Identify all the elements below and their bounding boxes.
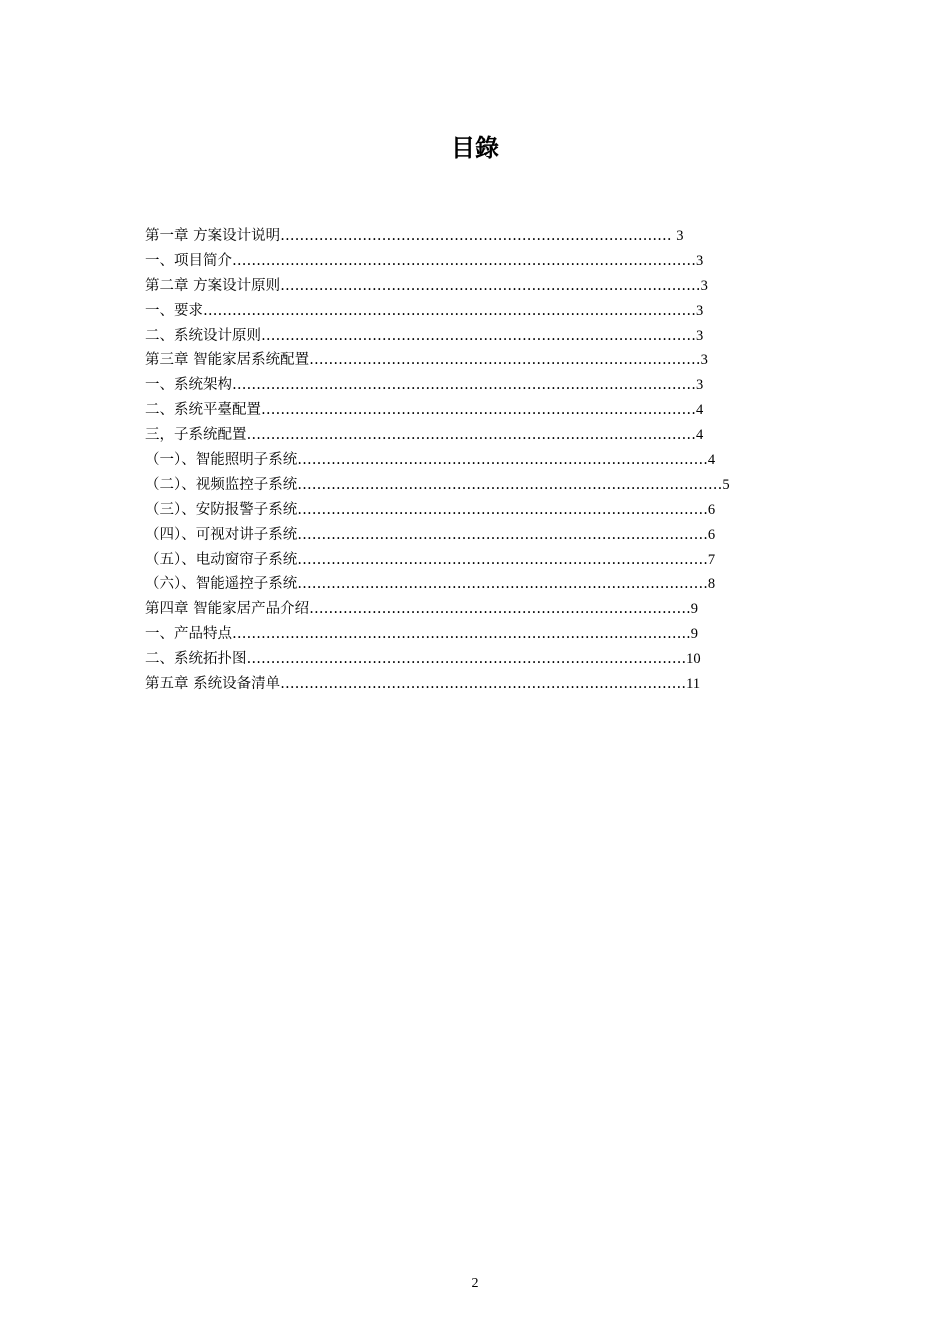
toc-entry-page: 8	[707, 576, 716, 593]
table-of-contents	[145, 224, 785, 697]
toc-entry-title: 第二章 方案设计原则	[145, 277, 281, 294]
toc-entry[interactable]	[145, 523, 785, 548]
toc-entry[interactable]	[145, 324, 785, 349]
toc-entry-title: 第五章 系统设备清单	[145, 676, 281, 693]
toc-entry[interactable]	[145, 299, 785, 324]
toc-entry-title: 第三章 智能家居系统配置	[145, 352, 310, 369]
toc-entry-page: 9	[690, 626, 698, 643]
toc-entry-page: 10	[686, 651, 701, 668]
toc-entry-leader: …………………………………………………………………………	[280, 676, 687, 693]
toc-entry-title: 一、要求	[145, 302, 203, 319]
toc-entry-page: 3	[676, 228, 684, 244]
toc-entry-title: 三，子系统配置	[145, 427, 247, 444]
toc-entry-page: 3	[696, 377, 704, 394]
toc-entry-page: 3	[700, 352, 708, 369]
toc-entry-leader: ………………………………………………………………………….	[297, 501, 708, 518]
toc-entry[interactable]	[145, 622, 785, 647]
toc-entry[interactable]	[145, 647, 785, 672]
toc-entry-title: 二、系统平臺配置	[145, 402, 261, 419]
toc-entry[interactable]	[145, 373, 785, 398]
toc-entry-title: 二、系统拓扑图	[145, 651, 247, 668]
toc-entry-page: 9	[690, 601, 698, 618]
toc-entry-title: 一、系统架构	[145, 377, 232, 394]
toc-entry-leader: ………………………………………………………………………….	[297, 576, 708, 593]
toc-entry-title: 二、系统设计原则	[145, 327, 261, 344]
toc-entry[interactable]	[145, 548, 785, 573]
toc-entry-page: 6	[707, 526, 716, 543]
toc-entry-leader: …………………………………………………………………………………………	[203, 302, 696, 319]
toc-entry[interactable]	[145, 498, 785, 523]
toc-entry-title: （二）、视频监控子系统	[145, 476, 298, 493]
toc-entry-leader: ……………………………………………………………………………….	[246, 651, 687, 668]
toc-entry-title: （五）、电动窗帘子系统	[145, 551, 298, 568]
toc-entry[interactable]	[145, 672, 785, 697]
toc-entry[interactable]	[145, 423, 785, 448]
toc-entry-title: （六）、智能遥控子系统	[145, 576, 298, 593]
toc-entry-title: 一、项目简介	[145, 252, 232, 269]
toc-entry-leader: ………………………………………………………………………….	[297, 452, 708, 469]
toc-entry-page: 7	[707, 551, 716, 568]
toc-entry-title: （三）、安防报警子系统	[145, 501, 298, 518]
toc-entry-title: 第四章 智能家居产品介绍	[145, 601, 310, 618]
toc-entry-page: 4	[696, 402, 704, 419]
toc-entry-title: （四）、可视对讲子系统	[145, 526, 298, 543]
toc-entry-leader: …………………………………………………………………….	[309, 601, 691, 618]
toc-entry-leader: ……………………………………………………………………………………	[232, 252, 696, 269]
toc-entry-page: 3	[696, 252, 704, 269]
toc-entry-title: （一）、智能照明子系统	[145, 452, 298, 469]
toc-entry[interactable]	[145, 398, 785, 423]
toc-entry-leader: …………………………………………………………………………………	[246, 427, 696, 444]
toc-entry[interactable]	[145, 597, 785, 622]
toc-entry-leader: ………………………………………………………………………	[280, 228, 677, 244]
toc-entry[interactable]	[145, 274, 785, 299]
toc-entry[interactable]	[145, 473, 785, 498]
toc-entry-page: 6	[707, 501, 716, 518]
toc-entry-page: 11	[686, 676, 701, 693]
toc-entry[interactable]	[145, 448, 785, 473]
toc-entry[interactable]	[145, 224, 785, 249]
toc-entry[interactable]	[145, 572, 785, 597]
toc-entry-leader: ………………………………………………………………………….	[297, 551, 708, 568]
toc-entry-leader: ………………………………………………………………………………	[261, 402, 696, 419]
toc-entry[interactable]	[145, 348, 785, 373]
toc-entry-title: 一、产品特点	[145, 626, 232, 643]
toc-entry-leader: ……………………………………………………………………………	[280, 277, 701, 294]
toc-entry-leader: ……………………………………………………………………….……	[297, 476, 723, 493]
toc-entry-page: 3	[700, 277, 708, 294]
toc-entry-leader: ……………………………………………………………………………………	[232, 377, 696, 394]
page-title: 目錄	[451, 134, 499, 162]
toc-entry-leader: ………………………………………………………………………….	[297, 526, 708, 543]
page-number: 2	[471, 1276, 479, 1291]
toc-entry-page: 5	[722, 476, 730, 493]
toc-entry-leader: ………………………………………………………………………………	[261, 327, 696, 344]
toc-entry-leader: ………………………………………………………………………	[309, 352, 701, 369]
toc-entry-page: 3	[696, 302, 704, 319]
toc-entry-page: 4	[696, 427, 704, 444]
toc-entry[interactable]	[145, 249, 785, 274]
toc-entry-page: 4	[707, 452, 716, 469]
toc-entry-title: 第一章 方案设计说明	[145, 228, 281, 244]
toc-entry-page: 3	[696, 327, 704, 344]
toc-entry-leader: …………………………………………………………………………………..	[232, 626, 691, 643]
